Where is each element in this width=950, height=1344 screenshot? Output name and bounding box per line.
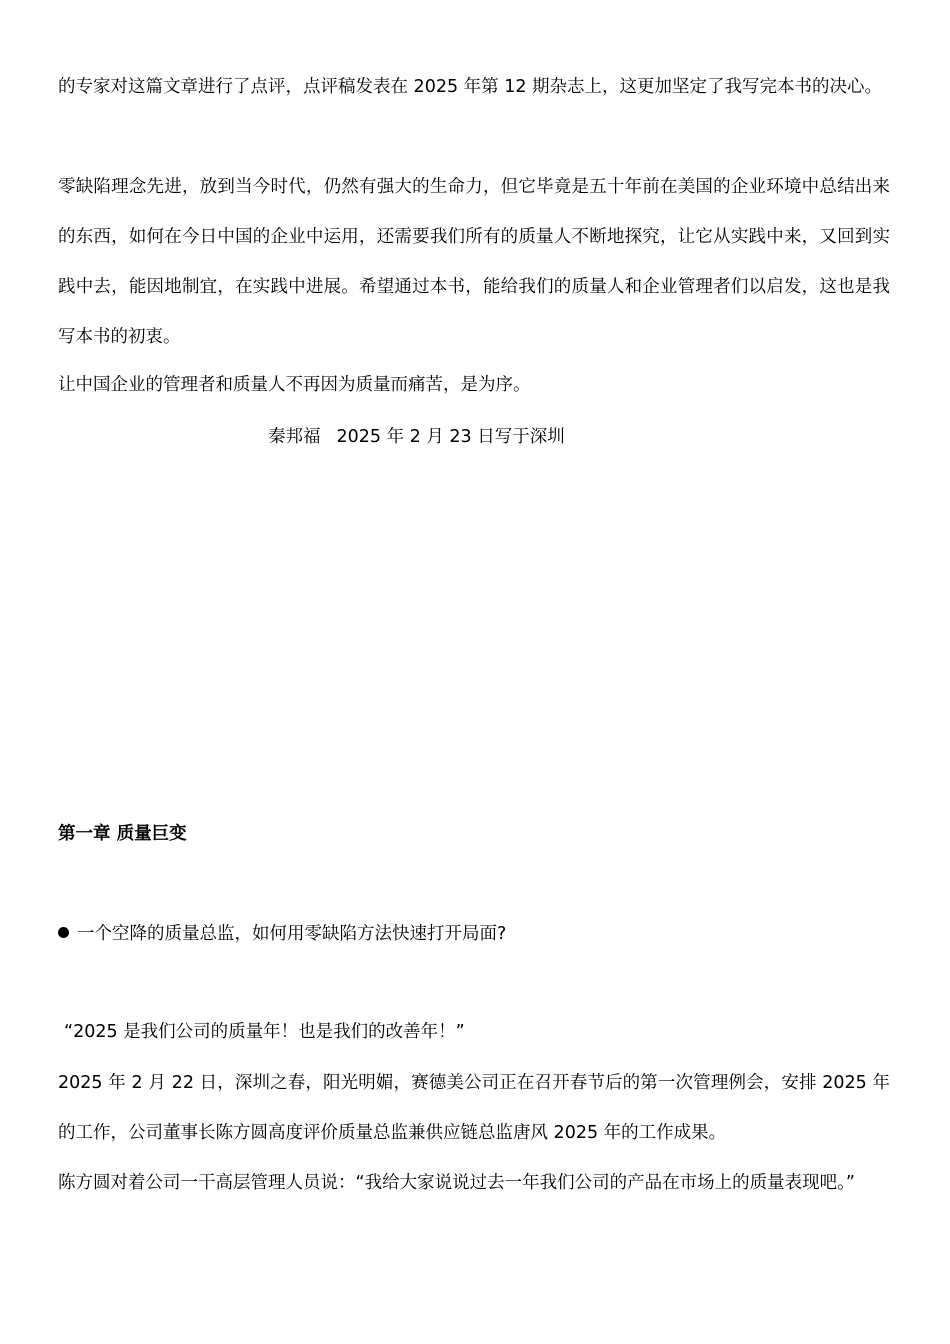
chapter-title: 第一章 质量巨变 [58, 824, 187, 844]
signature-date: 2025 年 2 月 23 日写于深圳 [336, 427, 565, 447]
preface-paragraph-3: 让中国企业的管理者和质量人不再因为质量而痛苦，是为序。 [58, 375, 531, 395]
chapter-paragraph-1: 2025 年 2 月 22 日，深圳之春，阳光明媚，赛德美公司正在召开春节后的第一次管理例会，安排 2025 年的工作，公司董事长陈方圆高度评价质量总监兼供应链总监唐风 2025 年的工作成果。 [58, 1073, 890, 1143]
section-bullet-text: 一个空降的质量总监，如何用零缺陷方法快速打开局面? [77, 924, 507, 944]
signature-author: 秦邦福 [268, 427, 321, 447]
preface-paragraph-1: 的专家对这篇文章进行了点评，点评稿发表在 2025 年第 12 期杂志上，这更加坚定了我写完本书的决心。 [58, 77, 883, 97]
opening-quote: “2025 是我们公司的质量年！也是我们的改善年！” [64, 1022, 465, 1042]
bullet-icon [58, 927, 69, 938]
chapter-paragraph-2: 陈方圆对着公司一干高层管理人员说：“我给大家说说过去一年我们公司的产品在市场上的质量表现吧。” [58, 1173, 855, 1193]
section-bullet [58, 922, 506, 946]
preface-paragraph-2: 零缺陷理念先进，放到当今时代，仍然有强大的生命力，但它毕竟是五十年前在美国的企业环境中总结出来的东西，如何在今日中国的企业中运用，还需要我们所有的质量人不断地探究，让它从实践中来，又回到实践中去，能因地制宜，在实践中进展。希望通过本书，能给我们的质量人和企业管理者们以启发，这也是我写本书的初衷。 [58, 177, 890, 347]
preface-signature [268, 425, 565, 449]
